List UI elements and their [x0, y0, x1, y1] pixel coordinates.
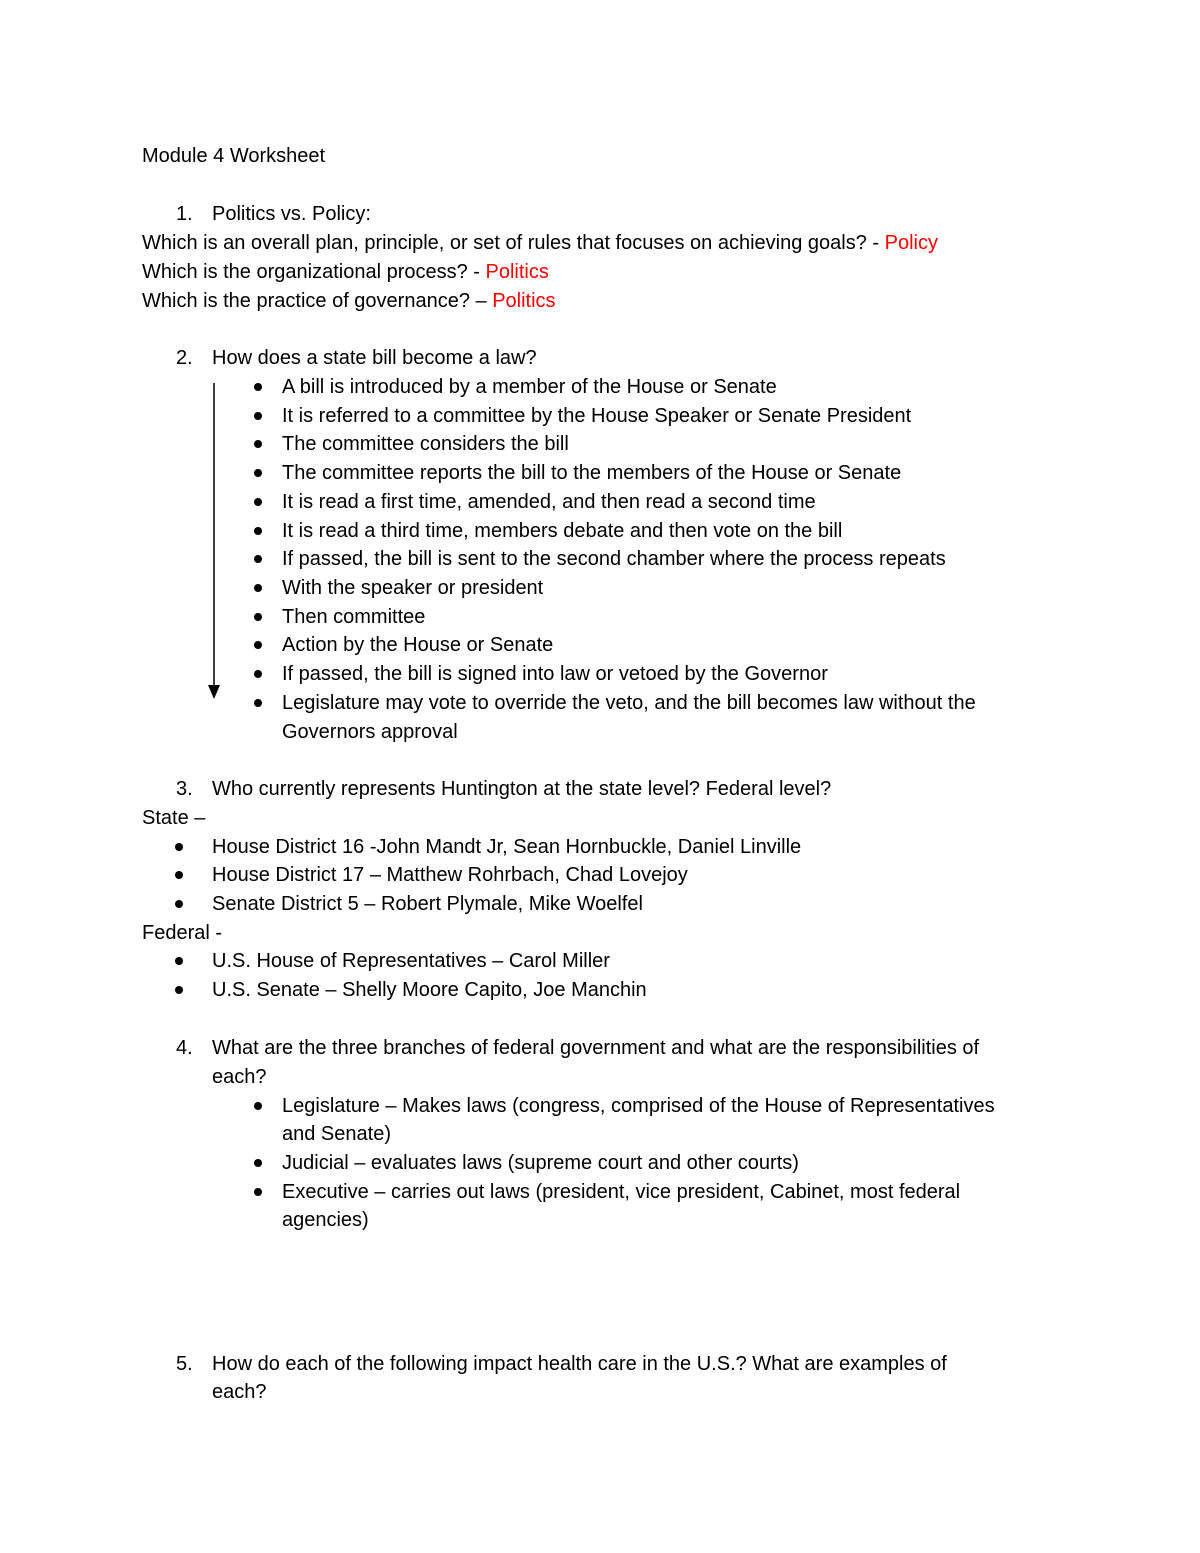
q2-step: It is read a first time, amended, and then read a second time [282, 491, 816, 513]
q2-step: Legislature may vote to override the veto, and the bill becomes law without the [282, 692, 976, 714]
q1-line-2 [142, 260, 549, 284]
q1-answer: Policy [884, 232, 938, 254]
q4-number: 4. [176, 1037, 193, 1059]
bullet [175, 957, 183, 965]
q2-heading: How does a state bill become a law? [212, 347, 537, 369]
q1-answer: Politics [492, 290, 556, 312]
q2-step: It is read a third time, members debate and then vote on the bill [282, 520, 843, 542]
bullet [175, 986, 183, 994]
q1-heading: Politics vs. Policy: [212, 203, 371, 225]
bullet [254, 1188, 262, 1196]
q2-step: With the speaker or president [282, 577, 544, 599]
q3-heading: Who currently represents Huntington at the state level? Federal level? [212, 778, 832, 800]
q2-step: The committee considers the bill [282, 433, 569, 455]
federal-label: Federal - [142, 922, 223, 944]
q5-number: 5. [176, 1353, 193, 1375]
q5-heading-continuation: each? [212, 1381, 267, 1403]
branch-item: Executive – carries out laws (president, vice president, Cabinet, most federal [282, 1181, 961, 1203]
bullet [254, 469, 262, 477]
q1-line-3 [142, 289, 556, 313]
q1-answer: Politics [485, 261, 549, 283]
bullet [254, 670, 262, 678]
bullet [254, 1102, 262, 1110]
bullet [254, 584, 262, 592]
page-title: Module 4 Worksheet [142, 145, 326, 167]
q3-number: 3. [176, 778, 193, 800]
q1-number: 1. [176, 203, 193, 225]
state-representative: House District 17 – Matthew Rohrbach, Chad Lovejoy [212, 864, 688, 886]
q2-step: It is referred to a committee by the House Speaker or Senate President [282, 405, 912, 427]
branch-item-continuation: and Senate) [282, 1123, 391, 1145]
bullet [254, 498, 262, 506]
q1-question: Which is the practice of governance? – [142, 290, 493, 312]
bullet [254, 440, 262, 448]
bullet [254, 699, 262, 707]
q1-question: Which is the organizational process? - [142, 261, 486, 283]
bullet [254, 1159, 262, 1167]
bullet [254, 641, 262, 649]
state-representative: House District 16 -John Mandt Jr, Sean Hornbuckle, Daniel Linville [212, 836, 802, 858]
bullet [254, 613, 262, 621]
bullet [175, 871, 183, 879]
q2-number: 2. [176, 347, 193, 369]
federal-representative: U.S. Senate – Shelly Moore Capito, Joe Manchin [212, 979, 647, 1001]
q1-question: Which is an overall plan, principle, or set of rules that focuses on achieving goals? - [142, 232, 885, 254]
q2-step: A bill is introduced by a member of the House or Senate [282, 376, 777, 398]
branch-item-continuation: agencies) [282, 1209, 369, 1231]
q4-heading-continuation: each? [212, 1066, 267, 1088]
q2-step: If passed, the bill is signed into law or vetoed by the Governor [282, 663, 828, 685]
q1-line-1 [142, 231, 938, 255]
q4-heading: What are the three branches of federal government and what are the responsibilities of [212, 1037, 980, 1059]
bullet [254, 383, 262, 391]
bullet [175, 900, 183, 908]
branch-item: Legislature – Makes laws (congress, comprised of the House of Representatives [282, 1095, 995, 1117]
bullet [254, 412, 262, 420]
bullet [175, 843, 183, 851]
state-representative: Senate District 5 – Robert Plymale, Mike Woelfel [212, 893, 643, 915]
state-label: State – [142, 807, 206, 829]
q2-step: Action by the House or Senate [282, 634, 554, 656]
q2-step: If passed, the bill is sent to the second chamber where the process repeats [282, 548, 946, 570]
q5-heading: How do each of the following impact health care in the U.S.? What are examples of [212, 1353, 947, 1375]
q2-step: Then committee [282, 606, 426, 628]
q2-step: The committee reports the bill to the members of the House or Senate [282, 462, 902, 484]
branch-item: Judicial – evaluates laws (supreme court and other courts) [282, 1152, 799, 1174]
process-flow-arrow [206, 383, 222, 703]
bullet [254, 527, 262, 535]
bullet [254, 555, 262, 563]
q2-step-continuation: Governors approval [282, 721, 458, 743]
federal-representative: U.S. House of Representatives – Carol Miller [212, 950, 610, 972]
